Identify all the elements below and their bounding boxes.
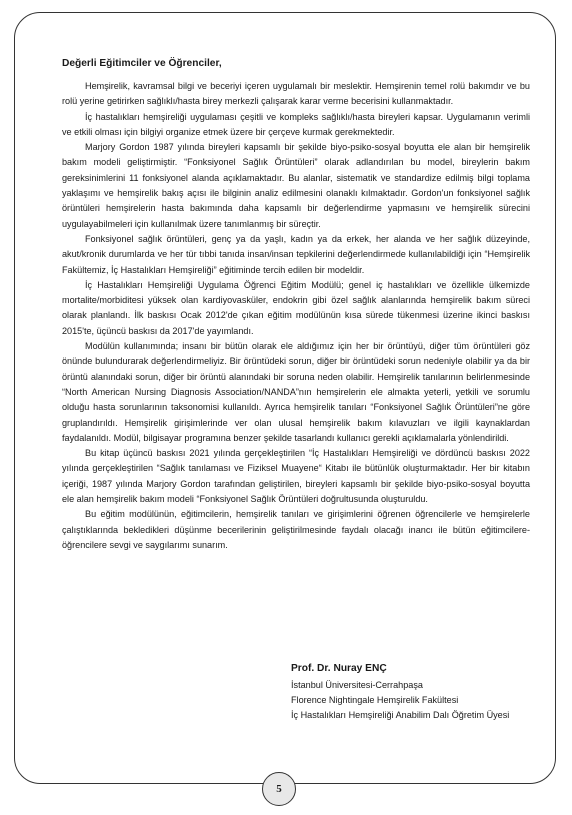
paragraph: Modülün kullanımında; insanı bir bütün olarak ele aldığımız için her bir örüntüyü, diğer tüm örüntüleri göz önünde bulundurarak değerlendirmeliyiz. Bir örüntüdeki sorun, diğer bir örüntüdeki sorun nedeniyle olabilir ya da bir örüntü alanındaki sorun, diğer bir örüntü alanındaki bir soruna neden olabilir. Hemşirelik tanılarının belirlenmesinde “North American Nursing Diagnosis Association/NANDA”nın hemşirelerin ele almakta yeterli, yetkili ve sorumlu olduğu hasta sorunlarının taksonomisi kullanıldı. Ayrıca hemşirelik tanıları “Fonksiyonel Sağlık Örüntüleri”ne göre gruplandırıldı. Hemşirelik girişimlerinde ver olan ulusal hemşirelik bakım kılavuzları ve ilgili kaynaklardan faydalanıldı. Modül, bilgisayar programına benzer şekilde tasarlandı kullanıcı gerekli açıklamalarla yönlendirildi. bbox=[62, 341, 530, 443]
paragraph: Hemşirelik, kavramsal bilgi ve beceriyi içeren uygulamalı bir meslektir. Hemşirenin temel rolü bakımdır ve bu rolü yerine getirirken sağlıklı/hasta birey merkezli çalışarak karar verme becerisini kullanmaktadır. bbox=[62, 81, 530, 107]
paragraph: Bu eğitim modülünün, eğitimcilerin, hemşirelik tanıları ve girişimlerini öğrenen öğrencilerle ve hemşirelerle çalıştıklarında bekledikleri düşünme becerilerinin geliştirilmesinde faydalı olacağı inancı ile bütün eğitimcilere-öğrencilere sevgi ve saygılarımı sunarım. bbox=[62, 509, 530, 550]
signature-department: İç Hastalıkları Hemşireliği Anabilim Dalı Öğretim Üyesi bbox=[291, 710, 510, 720]
paragraph: Bu kitap üçüncü baskısı 2021 yılında gerçekleştirilen “İç Hastalıkları Hemşireliği ve dördüncü baskısı 2022 yılında gerçekleştirilen “Sağlık tanılaması ve Fiziksel Muayene“ Kitabı ile bütünlük oluşturmaktadır. Her bir kitabın içeriği, 1987 yılında Marjory Gordon tarafından geliştirilen, bireyleri kapsamlı bir şekilde biyo-psiko-sosyal boyutta ele alan hemşirelik bakım modeli “Fonksiyonel Sağlık Örüntüleri doğrultusunda oluşturuldu. bbox=[62, 448, 530, 505]
signature-name: Prof. Dr. Nuray ENÇ bbox=[291, 663, 387, 674]
paragraph: Fonksiyonel sağlık örüntüleri, genç ya da yaşlı, kadın ya da erkek, her alanda ve her sağlık düzeyinde, akut/kronik durumlarda ve her tür tıbbi tanıda insan/insan tepkilerini değerlendirmede kullanılabildiği için “Hemşirelik Fakültemiz, İç Hastalıkları Hemşireliği” eğitiminde tercih edilen bir modeldir. bbox=[62, 233, 530, 275]
page-number: 5 bbox=[262, 772, 296, 806]
paragraph: İç hastalıkları hemşireliği uygulaması çeşitli ve kompleks sağlıklı/hasta bireyleri kapsar. Uygulamanın verimli ve etkili olması için bilgiyi organize etmek üzere bir çerçeve kurmak gerekmektedir. bbox=[62, 111, 530, 137]
signature-block bbox=[291, 661, 509, 723]
signature-faculty: Florence Nightingale Hemşirelik Fakültesi bbox=[291, 695, 459, 705]
paragraph: Marjory Gordon 1987 yılında bireyleri kapsamlı bir şekilde biyo-psiko-sosyal boyutta ele alan bir hemşirelik bakım modeli geliştirmiştir. “Fonksiyonel Sağlık Örüntüleri” olarak adlandırılan bu model, bireylerin bakım gereksinimlerini 11 fonksiyonel alanda açıklamaktadır. Bu alanlar, sistematik ve standardize edilmiş bilgi toplama yaklaşımı ve hemşirelik bakış açısı ile bilginin analiz edilmesini olanaklı kılmaktadır. Gordon'un fonksiyonel sağlık örüntüleri hemşirelerin hasta bakımında daha kapsamlı bir değerlendirme yapmasını ve hemşirelik sürecini uygulayabilmeleri için kullanılmak üzere tanımlanmış bir süreçtir. bbox=[62, 142, 530, 229]
letter-body bbox=[62, 57, 530, 553]
greeting: Değerli Eğitimciler ve Öğrenciler, bbox=[62, 58, 222, 69]
paragraph: İç Hastalıkları Hemşireliği Uygulama Öğrenci Eğitim Modülü; genel iç hastalıkları ve özellikle ülkemizde mortalite/morbiditesi yüksek olan kardiyovasküler, endokrin gibi özel sağlık alanlarında hemşirelik bakım süreci olarak planlandı. İlk baskısı Ocak 2012'de çıkan eğitim modülünün kısa sürede tükenmesi üzerine ikinci baskısı 2015'te, üçüncü baskısı da 2017'de yayımlandı. bbox=[62, 279, 530, 336]
signature-affiliation: İstanbul Üniversitesi-Cerrahpaşa bbox=[291, 680, 423, 690]
